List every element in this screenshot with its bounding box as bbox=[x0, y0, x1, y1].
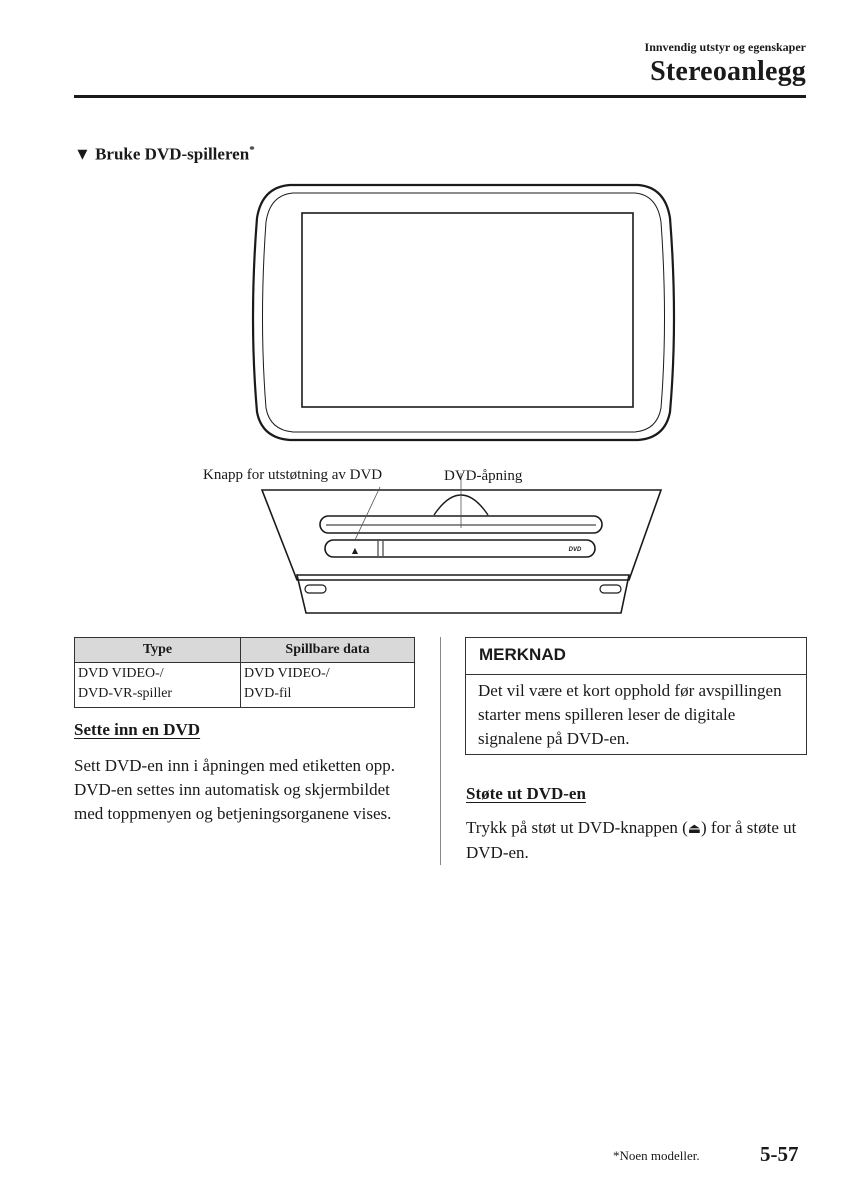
note-title: MERKNAD bbox=[479, 645, 566, 664]
cell-line: DVD VIDEO-/ bbox=[78, 666, 164, 681]
note-box bbox=[465, 637, 807, 755]
section-heading-text: Bruke DVD-spilleren bbox=[95, 144, 250, 164]
triangle-marker-icon: ▼ bbox=[74, 144, 91, 164]
page-title: Stereoanlegg bbox=[650, 56, 806, 87]
eject-text-start: Trykk på støt ut DVD-knappen ( bbox=[466, 818, 688, 837]
note-text: Det vil være et kort opphold før avspillingen starter mens spilleren leser de digitale signalene på DVD-en. bbox=[478, 681, 782, 748]
cell-line: DVD-VR-spiller bbox=[78, 686, 173, 701]
dvd-unit-illustration bbox=[262, 473, 661, 613]
section-asterisk: * bbox=[249, 144, 255, 156]
playable-data-table bbox=[74, 637, 415, 708]
chapter-title: Innvendig utstyr og egenskaper bbox=[644, 40, 806, 54]
eject-symbol-icon: ⏏ bbox=[687, 821, 702, 837]
insert-dvd-heading: Sette inn en DVD bbox=[74, 720, 201, 739]
eject-button-icon: ▲ bbox=[351, 546, 359, 555]
table-cell-data bbox=[241, 663, 415, 708]
display-screen-illustration bbox=[253, 185, 674, 440]
cell-line: DVD-fil bbox=[244, 686, 292, 701]
insert-dvd-text: Sett DVD-en inn i åpningen med etiketten opp. DVD-en settes inn automatisk og skjermbildet med toppmenyen og betjeningsorganene vises. bbox=[74, 756, 396, 823]
footnote: *Noen modeller. bbox=[613, 1148, 700, 1163]
table-header-type: Type bbox=[75, 638, 241, 663]
eject-dvd-heading: Støte ut DVD-en bbox=[466, 784, 586, 803]
dvd-logo-icon: DVD bbox=[568, 547, 582, 553]
eject-text-end: ) for å støte ut DVD-en. bbox=[466, 818, 797, 862]
eject-dvd-text bbox=[466, 816, 806, 865]
table-header-row bbox=[75, 638, 415, 663]
dvd-slot-label: DVD-åpning bbox=[444, 468, 523, 484]
cell-line: DVD VIDEO-/ bbox=[244, 666, 330, 681]
table-header-data: Spillbare data bbox=[241, 638, 415, 663]
eject-button-label: Knapp for utstøtning av DVD bbox=[203, 467, 383, 483]
note-divider bbox=[466, 674, 806, 675]
column-divider bbox=[440, 637, 441, 865]
table-row bbox=[75, 663, 415, 708]
table-cell-type bbox=[75, 663, 241, 708]
page-number: 5-57 bbox=[760, 1142, 799, 1166]
